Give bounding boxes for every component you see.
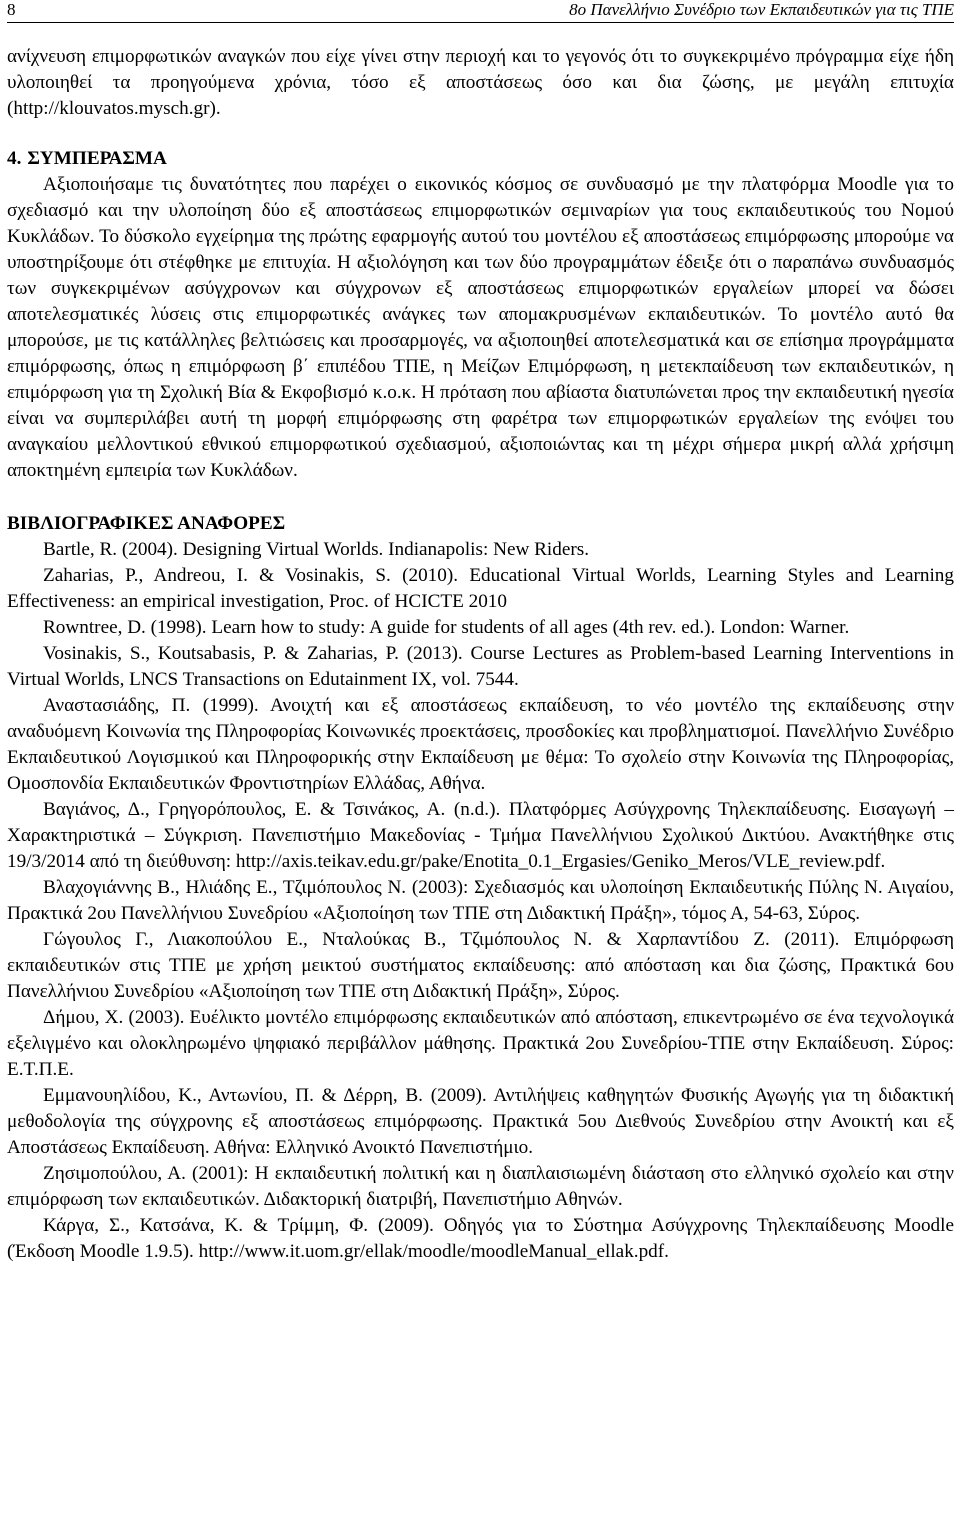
reference-item: Γώγουλος Γ., Λιακοπούλου Ε., Νταλούκας Β., Τζιμόπουλος Ν. & Χαρπαντίδου Ζ. (2011). Επιμόρφωση εκπαιδευτικών στις ΤΠΕ με χρήση μεικτού συστήματος εκπαίδευσης: από απόσταση και δια ζώσης, Πρακτικά 6ου Πανελλήνιου Συνεδρίου «Αξιοποίηση των ΤΠΕ στη Διδακτική Πράξη», Σύρος. <box>7 929 954 1002</box>
reference-item: Zaharias, P., Andreou, I. & Vosinakis, S. (2010). Educational Virtual Worlds, Learning Styles and Learning Effectiveness: an empirical investigation, Proc. of HCICTE 2010 <box>7 565 954 612</box>
reference-item: Ζησιμοπούλου, Α. (2001): Η εκπαιδευτική πολιτική και η διαπλαισιωμένη διάσταση στο ελληνικό σχολείο και στην επιμόρφωση των εκπαιδευτικών. Διδακτορική διατριβή, Πανεπιστήμιο Αθηνών. <box>7 1163 954 1210</box>
conclusion-paragraph: Αξιοποιήσαμε τις δυνατότητες που παρέχει ο εικονικός κόσμος σε συνδυασμό με την πλατφόρμα Moodle για το σχεδιασμό και την υλοποίηση δύο εξ αποστάσεως επιμορφωτικών σεμιναρίων για τους εκπαιδευτικούς του Νομού Κυκλάδων. Το δύσκολο εγχείρημα της πρώτης εφαρμογής αυτού του μοντέλου εξ αποστάσεως επιμόρφωσης μπορούμε να υποστηρίξουμε ότι στέφθηκε με επιτυχία. Η αξιολόγηση και των δύο προγραμμάτων έδειξε ότι ο παραπάνω συνδυασμός των συγκεκριμένων ασύγχρονων και σύγχρονων εξ αποστάσεως επιμορφωτικών εργαλείων μπορεί να δώσει αποτελεσματικές λύσεις στις επιμορφωτικές ανάγκες των απομακρυσμένων εκπαιδευτικών. Το μοντέλο αυτό θα μπορούσε, με τις κατάλληλες βελτιώσεις και προσαρμογές, να αξιοποιηθεί αποτελεσματικά και σε επίσημα προγράμματα επιμόρφωσης, όπως η επιμόρφωση β΄ επιπέδου ΤΠΕ, η Μείζων Επιμόρφωση, η μετεκπαίδευση των εκπαιδευτικών, η επιμόρφωση για τη Σχολική Βία & Εκφοβισμό κ.ο.κ. Η πρόταση που αβίαστα διατυπώνεται προς την εκπαιδευτική ηγεσία είναι να συμπεριλάβει αυτή τη μορφή επιμόρφωσης στη φαρέτρα των επιμορφωτικών εργαλείων της ενόψει του αναγκαίου μελλοντικού εθνικού επιμορφωτικού σχεδιασμού, αξιοποιώντας και τη μέχρι σήμερα μικρή αλλά χρήσιμη αποκτημένη εμπειρία των Κυκλάδων. <box>7 174 954 481</box>
reference-item: Βαγιάνος, Δ., Γρηγορόπουλος, Ε. & Τσινάκος, Α. (n.d.). Πλατφόρμες Ασύγχρονης Τηλεκπαίδευσης. Εισαγωγή – Χαρακτηριστικά – Σύγκριση. Πανεπιστήμιο Μακεδονίας - Τμήμα Πανελλήνιου Σχολικού Δικτύου. Ανακτήθηκε στις 19/3/2014 από τη διεύθυνση: http://axis.teikav.edu.gr/pake/Enotita_0.1_Ergasies/Geniko_Meros/VLE_review.pdf. <box>7 799 954 872</box>
reference-item: Rowntree, D. (1998). Learn how to study: A guide for students of all ages (4th rev. ed.). London: Warner. <box>43 617 850 638</box>
references-heading: ΒΙΒΛΙΟΓΡΑΦΙΚΕΣ ΑΝΑΦΟΡΕΣ <box>7 513 286 534</box>
reference-item: Bartle, R. (2004). Designing Virtual Worlds. Indianapolis: New Riders. <box>43 539 590 560</box>
reference-item: Βλαχογιάννης Β., Ηλιάδης Ε., Τζιμόπουλος Ν. (2003): Σχεδιασμός και υλοποίηση Εκπαιδευτικής Πύλης Ν. Αιγαίου, Πρακτικά 2ου Πανελλήνιου Συνεδρίου «Αξιοποίηση των ΤΠΕ στη Διδακτική Πράξη», τόμος Α, 54-63, Σύρος. <box>7 877 954 924</box>
reference-item: Vosinakis, S., Koutsabasis, P. & Zaharias, P. (2013). Course Lectures as Problem-based Learning Interventions in Virtual Worlds, LNCS Transactions on Edutainment IX, vol. 7544. <box>7 643 954 690</box>
header-title: 8ο Πανελλήνιο Συνέδριο των Εκπαιδευτικών για τις ΤΠΕ <box>569 0 954 19</box>
running-header <box>7 0 954 22</box>
section-number: 4. <box>7 148 22 169</box>
section-title: ΣΥΜΠΕΡΑΣΜΑ <box>27 148 167 169</box>
page-number: 8 <box>7 0 16 19</box>
header-divider <box>7 22 954 23</box>
reference-item: Εμμανουηλίδου, Κ., Αντωνίου, Π. & Δέρρη, Β. (2009). Αντιλήψεις καθηγητών Φυσικής Αγωγής για τη διδακτική μεθοδολογία της σύγχρονης εξ αποστάσεως επιμόρφωσης. Πρακτικά 5ου Διεθνούς Συνεδρίου στην Ανοικτή και εξ Αποστάσεως Εκπαίδευση. Αθήνα: Ελληνικό Ανοικτό Πανεπιστήμιο. <box>7 1085 954 1158</box>
section-heading <box>7 146 954 172</box>
reference-item: Αναστασιάδης, Π. (1999). Ανοιχτή και εξ αποστάσεως εκπαίδευση, το νέο μοντέλο της εκπαίδευσης στην αναδυόμενη Κοινωνία της Πληροφορίας Κοινωνικές προεκτάσεις, προσδοκίες και προβληματισμοί. Πανελλήνιο Συνέδριο Εκπαιδευτικού Λογισμικού και Πληροφορικής στην Εκπαίδευση με θέμα: Το σχολείο στην Κοινωνία της Πληροφορίας, Ομοσπονδία Εκπαιδευτικών Φροντιστηρίων Ελλάδας, Αθήνα. <box>7 695 954 794</box>
reference-item: Κάργα, Σ., Κατσάνα, Κ. & Τρίμμη, Φ. (2009). Οδηγός για το Σύστημα Ασύγχρονης Τηλεκπαίδευσης Moodle (Έκδοση Moodle 1.9.5). http://www.it.uom.gr/ellak/moodle/moodleManual_ellak.pdf. <box>7 1215 954 1262</box>
reference-item: Δήμου, Χ. (2003). Ευέλικτο μοντέλο επιμόρφωσης εκπαιδευτικών από απόσταση, επικεντρωμένο σε ένα τεχνολογικά εξελιγμένο και ολοκληρωμένο ψηφιακό περιβάλλον μάθησης. Πρακτικά 2ου Συνεδρίου-ΤΠΕ στην Εκπαίδευση. Σύρος: Ε.Τ.Π.Ε. <box>7 1007 954 1080</box>
intro-paragraph: ανίχνευση επιμορφωτικών αναγκών που είχε γίνει στην περιοχή και το γεγονός ότι το συγκεκριμένο πρόγραμμα είχε ήδη υλοποιηθεί τα προηγούμενα χρόνια, τόσο εξ αποστάσεως όσο και δια ζώσης, με μεγάλη επιτυχία (http://klouvatos.mysch.gr). <box>7 46 954 119</box>
references-list <box>7 537 954 1265</box>
